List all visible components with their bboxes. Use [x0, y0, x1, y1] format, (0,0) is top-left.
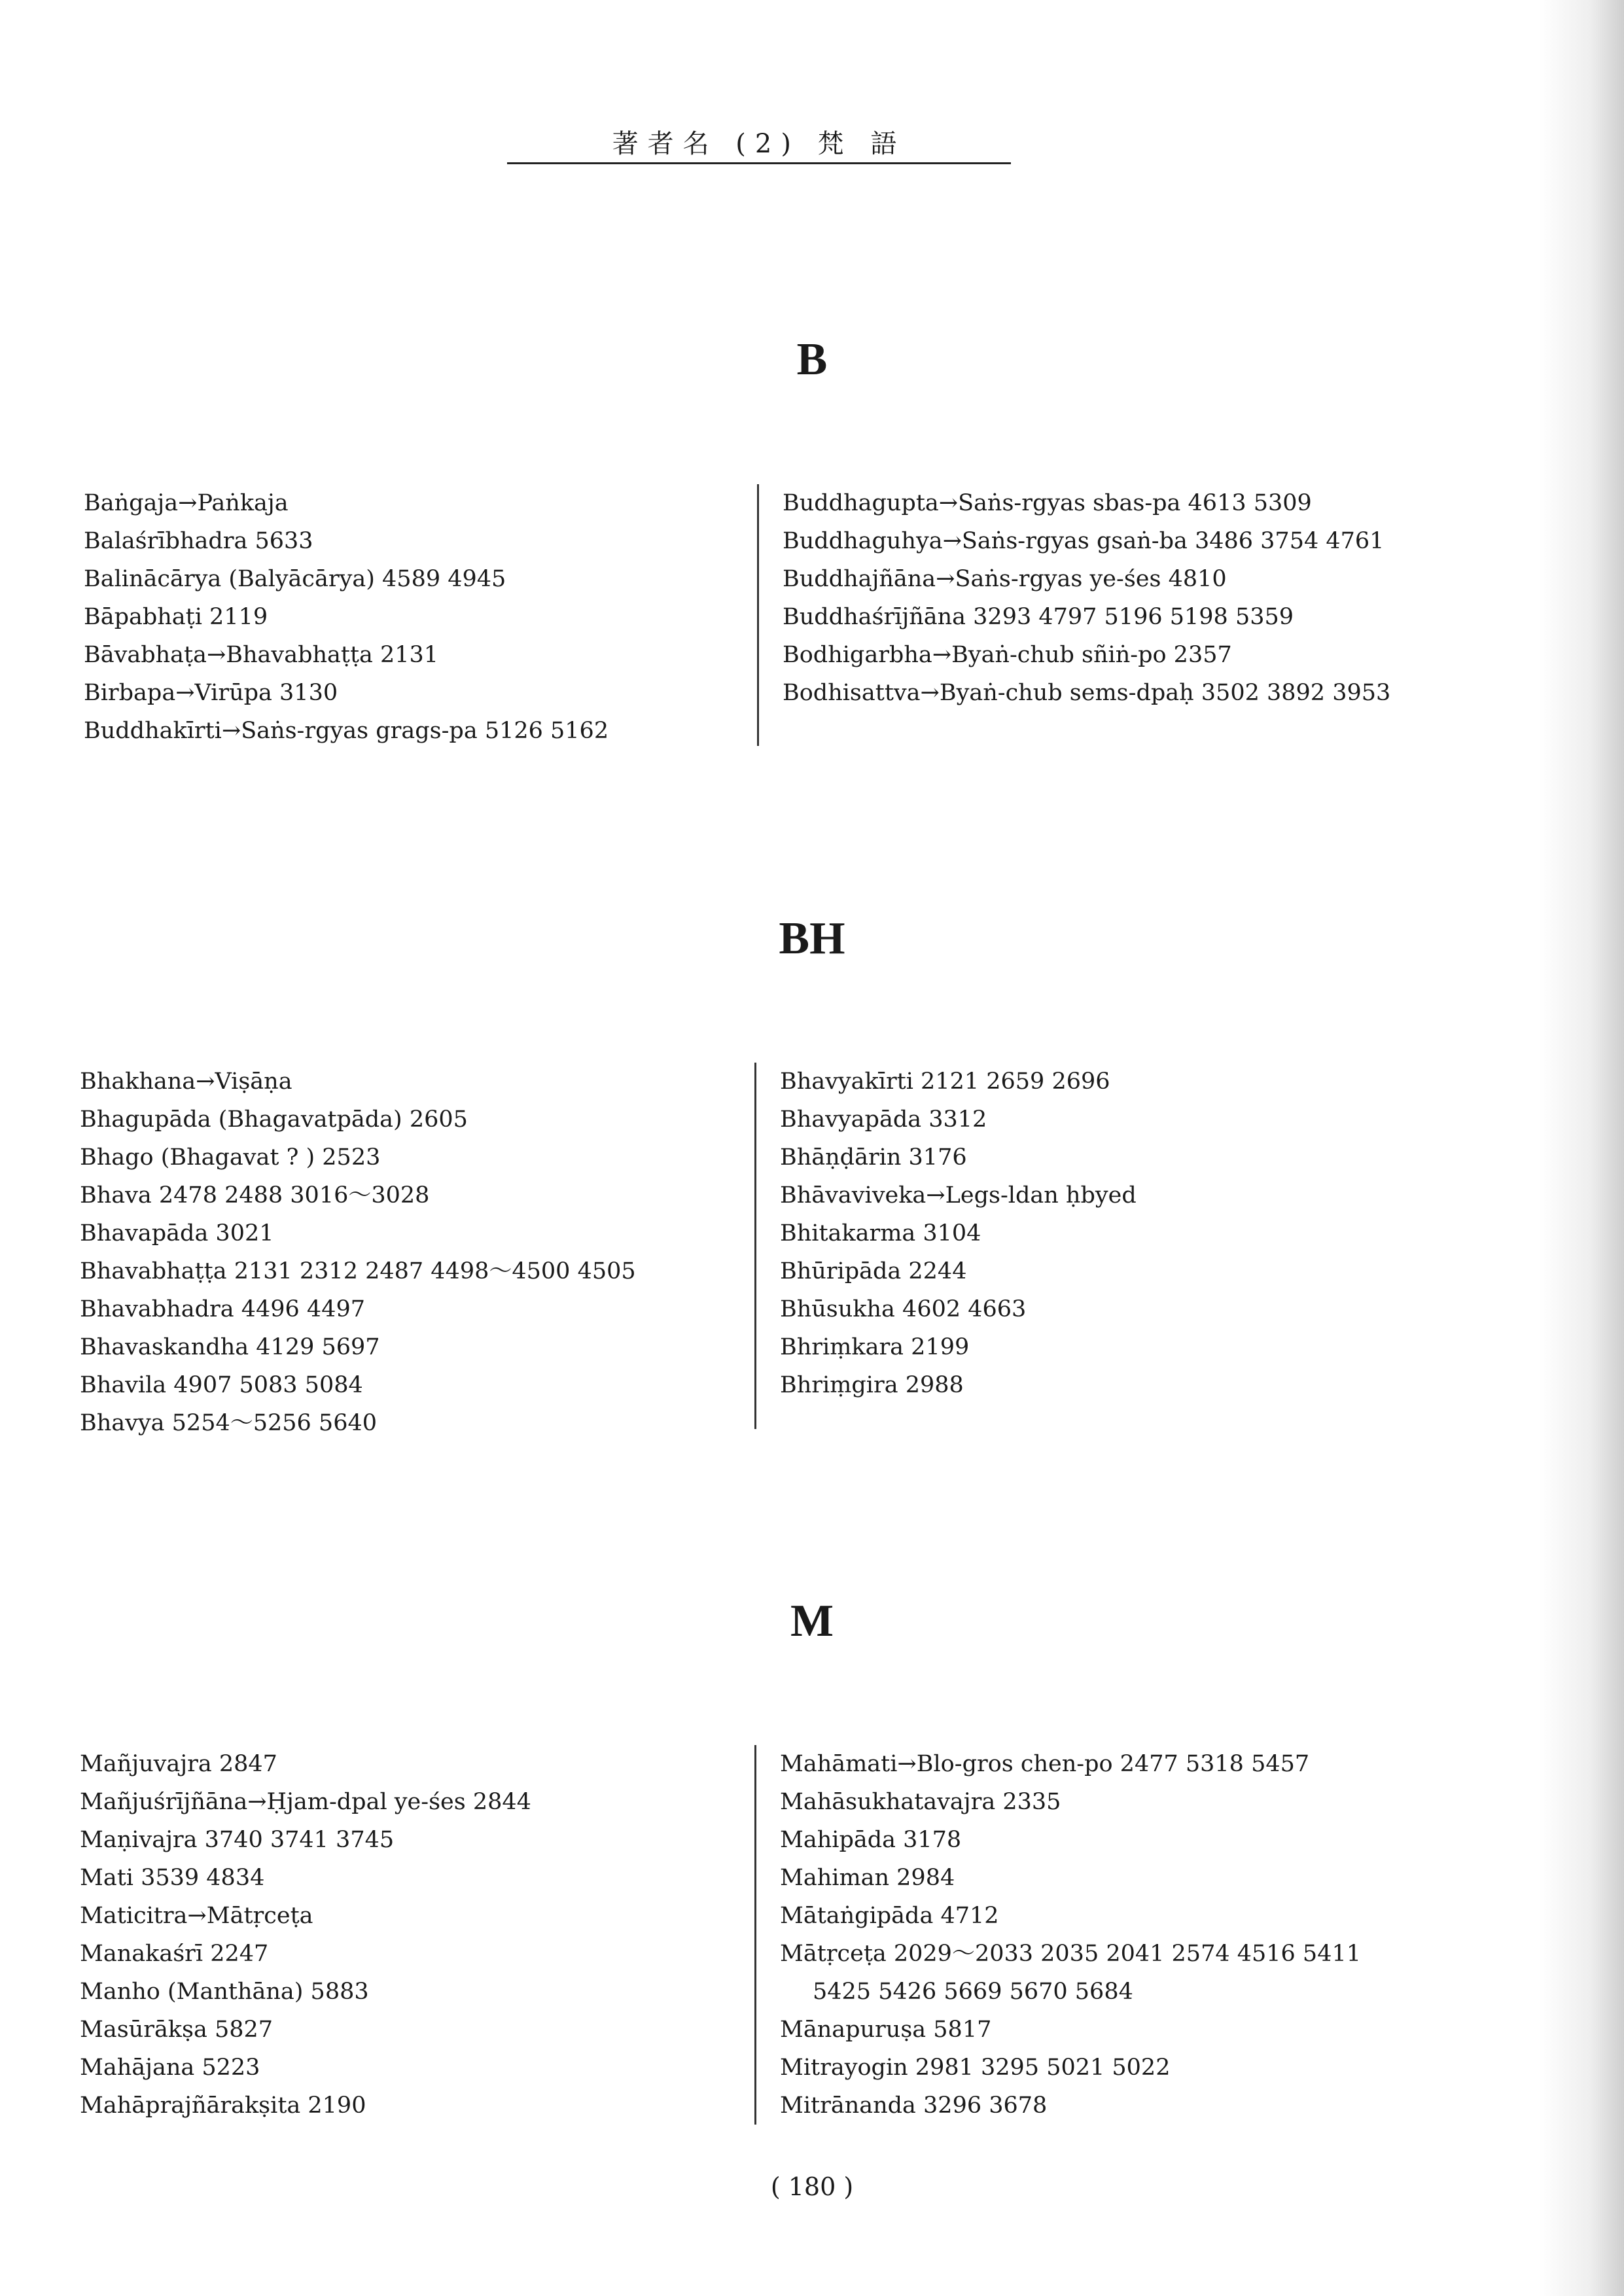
index-entry: Maticitra→Mātṛceṭa — [80, 1903, 313, 1929]
index-entry: Bhavapāda 3021 — [80, 1220, 274, 1246]
index-entry: Mānapuruṣa 5817 — [780, 2017, 992, 2043]
section-bh-left-column — [80, 1063, 636, 1442]
index-entry: Baṅgaja→Paṅkaja — [84, 490, 289, 516]
index-entry: Manho (Manthāna) 5883 — [80, 1979, 369, 2005]
index-entry: Manakaśrī 2247 — [80, 1941, 269, 1967]
index-entry: Bhavabhaṭṭa 2131 2312 2487 4498～4500 4505 — [80, 1258, 636, 1284]
index-entry: Mati 3539 4834 — [80, 1865, 265, 1891]
index-entry: Bhavyapāda 3312 — [780, 1106, 987, 1133]
index-entry: Mātaṅgipāda 4712 — [780, 1903, 999, 1929]
section-m-left-column — [80, 1745, 531, 2125]
index-entry: Bhitakarma 3104 — [780, 1220, 981, 1246]
index-entry: Mahāprajñārakṣita 2190 — [80, 2093, 366, 2119]
index-entry: Mahāsukhatavajra 2335 — [780, 1789, 1061, 1815]
index-entry: Bodhigarbha→Byaṅ-chub sñiṅ-po 2357 — [783, 642, 1232, 668]
index-entry: Mahipāda 3178 — [780, 1827, 962, 1853]
index-entry: Maṇivajra 3740 3741 3745 — [80, 1827, 395, 1853]
section-b-right-column — [757, 484, 1390, 746]
index-entry: Bodhisattva→Byaṅ-chub sems-dpaḥ 3502 3892 3953 — [783, 680, 1391, 706]
index-entry: Bhavila 4907 5083 5084 — [80, 1372, 363, 1398]
index-entry: Bhagupāda (Bhagavatpāda) 2605 — [80, 1106, 468, 1133]
section-m-right-column — [754, 1745, 1361, 2125]
section-title-b: B — [796, 334, 828, 385]
index-entry: Mahāmati→Blo-gros chen-po 2477 5318 5457 — [780, 1751, 1310, 1777]
index-entry: Bhavyakīrti 2121 2659 2696 — [780, 1069, 1110, 1095]
section-b-left-column — [84, 484, 609, 750]
section-bh-right-column — [754, 1063, 1137, 1429]
index-entry: Balaśrībhadra 5633 — [84, 528, 313, 554]
index-entry: Mātṛceṭa 2029～2033 2035 2041 2574 4516 5411 — [780, 1941, 1362, 1967]
index-entry: Bāpabhaṭi 2119 — [84, 604, 268, 630]
index-entry: Bhavabhadra 4496 4497 — [80, 1296, 365, 1322]
index-entry: Bhago (Bhagavat ? ) 2523 — [80, 1144, 381, 1171]
index-entry: Buddhajñāna→Saṅs-rgyas ye-śes 4810 — [783, 566, 1227, 592]
index-entry: Mañjuvajra 2847 — [80, 1751, 277, 1777]
index-entry: Bhava 2478 2488 3016～3028 — [80, 1182, 430, 1209]
page-number: ( 180 ) — [770, 2172, 854, 2201]
index-entry: Bhriṃkara 2199 — [780, 1334, 970, 1360]
index-entry: Bhūsukha 4602 4663 — [780, 1296, 1027, 1322]
index-entry: Buddhaguhya→Saṅs-rgyas gsaṅ-ba 3486 3754 4761 — [783, 528, 1385, 554]
index-entry: Bhriṃgira 2988 — [780, 1372, 964, 1398]
index-entry: Mahiman 2984 — [780, 1865, 955, 1891]
index-entry: Bhakhana→Viṣāṇa — [80, 1069, 292, 1095]
index-entry: Birbapa→Virūpa 3130 — [84, 680, 338, 706]
index-entry: Mahājana 5223 — [80, 2055, 260, 2081]
section-title-m: M — [790, 1596, 834, 1646]
scan-edge-shadow — [1539, 0, 1624, 2296]
page-header: 著者名 (2) 梵 語 — [507, 126, 1011, 164]
index-entry: Bāvabhaṭa→Bhavabhaṭṭa 2131 — [84, 642, 439, 668]
index-entry: Mañjuśrījñāna→Ḥjam-dpal ye-śes 2844 — [80, 1789, 531, 1815]
index-entry: Buddhaśrījñāna 3293 4797 5196 5198 5359 — [783, 604, 1294, 630]
index-entry: Bhūripāda 2244 — [780, 1258, 967, 1284]
index-entry: Bhāṇḍārin 3176 — [780, 1144, 967, 1171]
index-entry: Bhāvaviveka→Legs-ldan ḥbyed — [780, 1182, 1137, 1209]
index-entry: Bhavaskandha 4129 5697 — [80, 1334, 380, 1360]
index-entry: Masūrākṣa 5827 — [80, 2017, 274, 2043]
index-entry: Balinācārya (Balyācārya) 4589 4945 — [84, 566, 506, 592]
index-entry: Buddhagupta→Saṅs-rgyas sbas-pa 4613 5309 — [783, 490, 1312, 516]
index-entry: Buddhakīrti→Saṅs-rgyas grags-pa 5126 5162 — [84, 718, 609, 744]
section-title-bh: BH — [779, 913, 845, 964]
index-entry: Mitrānanda 3296 3678 — [780, 2093, 1048, 2119]
index-entry: Bhavya 5254～5256 5640 — [80, 1410, 378, 1436]
index-entry-continuation: 5425 5426 5669 5670 5684 — [813, 1979, 1133, 2005]
index-entry: Mitrayogin 2981 3295 5021 5022 — [780, 2055, 1171, 2081]
